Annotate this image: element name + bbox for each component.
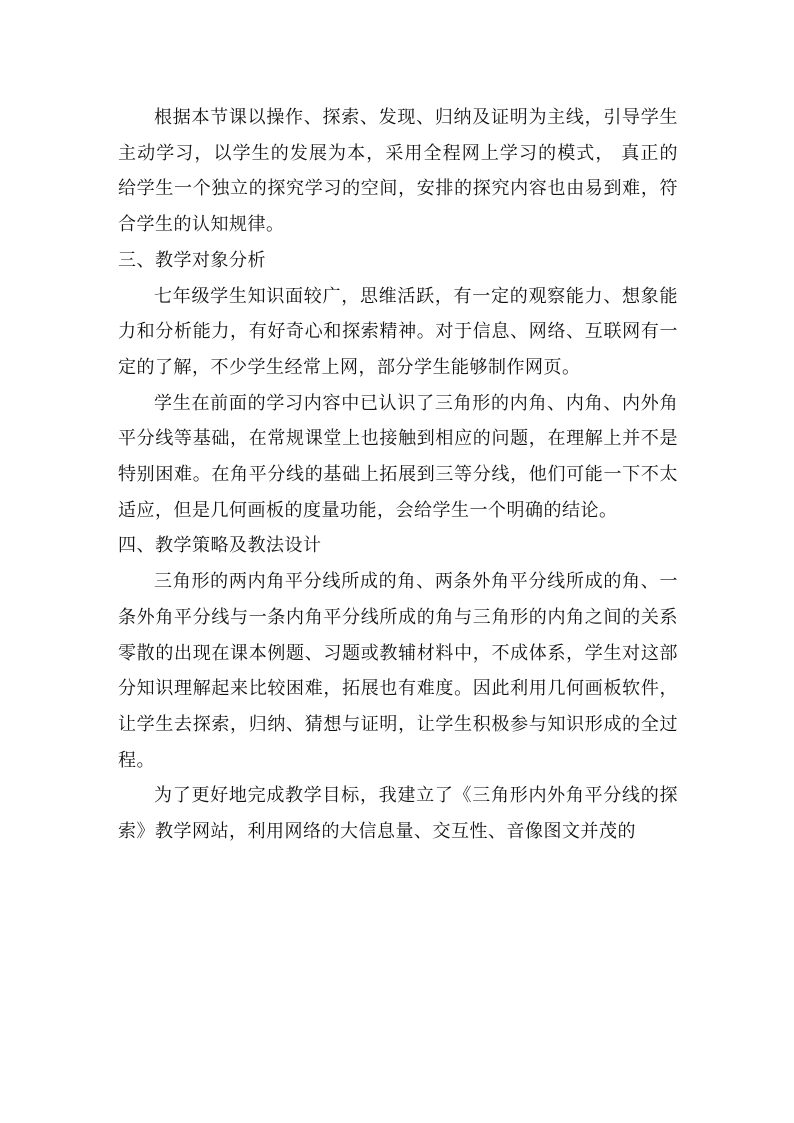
section-heading-student-analysis: 三、教学对象分析: [118, 249, 266, 271]
paragraph-student-profile: 七年级学生知识面较广，思维活跃，有一定的观察能力、想象能力和分析能力，有好奇心和探索精神。对于信息、网络、互联网有一定的了解，不少学生经常上网，部分学生能够制作网页。: [118, 285, 678, 378]
paragraph-website-intro: 为了更好地完成教学目标，我建立了《三角形内外角平分线的探索》教学网站，利用网络的大信息量、交互性、音像图文并茂的: [118, 785, 678, 843]
paragraph-prior-knowledge: 学生在前面的学习内容中已认识了三角形的内角、内角、内外角平分线等基础，在常规课堂上也接触到相应的问题，在理解上并不是特别困难。在角平分线的基础上拓展到三等分线，他们可能一下不太适应，但是几何画板的度量功能，会给学生一个明确的结论。: [118, 392, 678, 521]
paragraph-teaching-approach: 根据本节课以操作、探索、发现、归纳及证明为主线，引导学生主动学习，以学生的发展为本，采用全程网上学习的模式， 真正的给学生一个独立的探究学习的空间，安排的探究内容也由易到难，符合学生的认知规律。: [118, 107, 678, 236]
document-body: [118, 100, 678, 850]
section-heading-teaching-strategy: 四、教学策略及教法设计: [118, 535, 322, 557]
paragraph-strategy-rationale: 三角形的两内角平分线所成的角、两条外角平分线所成的角、一条外角平分线与一条内角平分线所成的角与三角形的内角之间的关系零散的出现在课本例题、习题或教辅材料中，不成体系，学生对这部分知识理解起来比较困难，拓展也有难度。因此利用几何画板软件，让学生去探索，归纳、猜想与证明，让学生积极参与知识形成的全过程。: [118, 571, 678, 771]
